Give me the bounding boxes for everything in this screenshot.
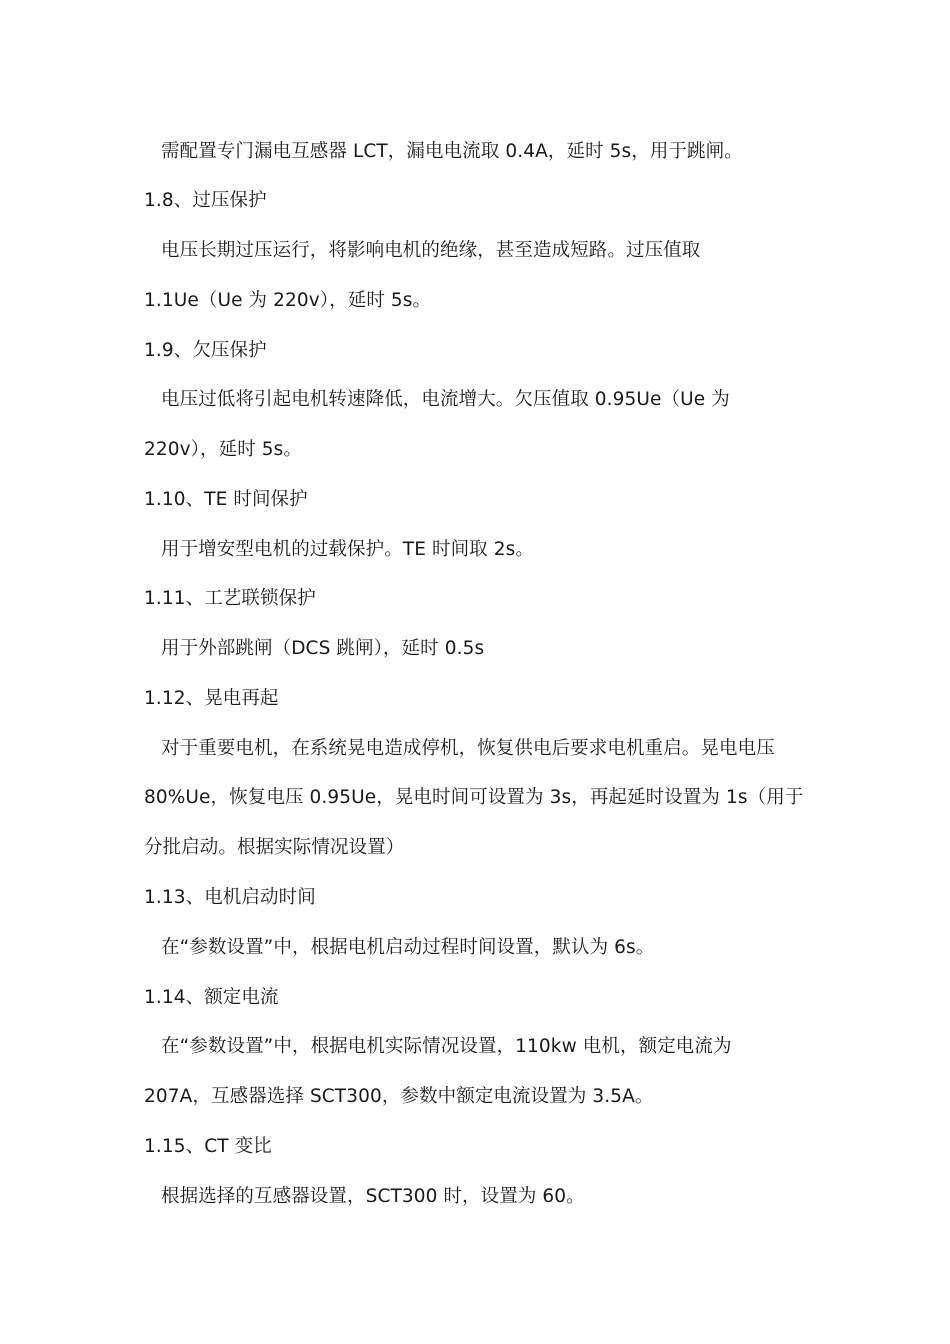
paragraph-te-time: 用于增安型电机的过载保护。TE 时间取 2s。 bbox=[161, 539, 534, 560]
paragraph-leakage-text: 需配置专门漏电互感器 LCT，漏电电流取 0.4A，延时 5s，用于跳闸。 bbox=[161, 141, 743, 162]
paragraph-process-interlock: 用于外部跳闸（DCS 跳闸），延时 0.5s bbox=[161, 638, 485, 659]
heading-1-9: 1.9、欠压保护 bbox=[144, 340, 267, 361]
heading-1-8: 1.8、过压保护 bbox=[144, 190, 267, 211]
paragraph-restart-line2: 80%Ue，恢复电压 0.95Ue，晃电时间可设置为 3s，再起延时设置为 1s（用于 bbox=[144, 787, 804, 808]
paragraph-restart-line1: 对于重要电机，在系统晃电造成停机，恢复供电后要求电机重启。晃电电压 bbox=[161, 738, 775, 759]
heading-1-15: 1.15、CT 变比 bbox=[144, 1136, 272, 1157]
paragraph-undervoltage-line1: 电压过低将引起电机转速降低，电流增大。欠压值取 0.95Ue（Ue 为 bbox=[161, 389, 730, 410]
paragraph-undervoltage-line2: 220v），延时 5s。 bbox=[144, 439, 302, 460]
heading-1-14: 1.14、额定电流 bbox=[144, 987, 279, 1008]
heading-1-11: 1.11、工艺联锁保护 bbox=[144, 588, 316, 609]
heading-1-10: 1.10、TE 时间保护 bbox=[144, 489, 308, 510]
paragraph-restart-line3: 分批启动。根据实际情况设置） bbox=[144, 837, 405, 858]
paragraph-start-time: 在“参数设置”中，根据电机启动过程时间设置，默认为 6s。 bbox=[161, 937, 655, 958]
heading-1-12: 1.12、晃电再起 bbox=[144, 688, 279, 709]
heading-1-13: 1.13、电机启动时间 bbox=[144, 887, 316, 908]
paragraph-ct-ratio: 根据选择的互感器设置，SCT300 时，设置为 60。 bbox=[161, 1186, 585, 1207]
paragraph-rated-current-line2: 207A，互感器选择 SCT300，参数中额定电流设置为 3.5A。 bbox=[144, 1086, 654, 1107]
paragraph-overvoltage-line1: 电压长期过压运行，将影响电机的绝缘，甚至造成短路。过压值取 bbox=[161, 240, 701, 261]
paragraph-overvoltage-line2: 1.1Ue（Ue 为 220v），延时 5s。 bbox=[144, 290, 432, 311]
paragraph-rated-current-line1: 在“参数设置”中，根据电机实际情况设置，110kw 电机，额定电流为 bbox=[161, 1036, 732, 1057]
